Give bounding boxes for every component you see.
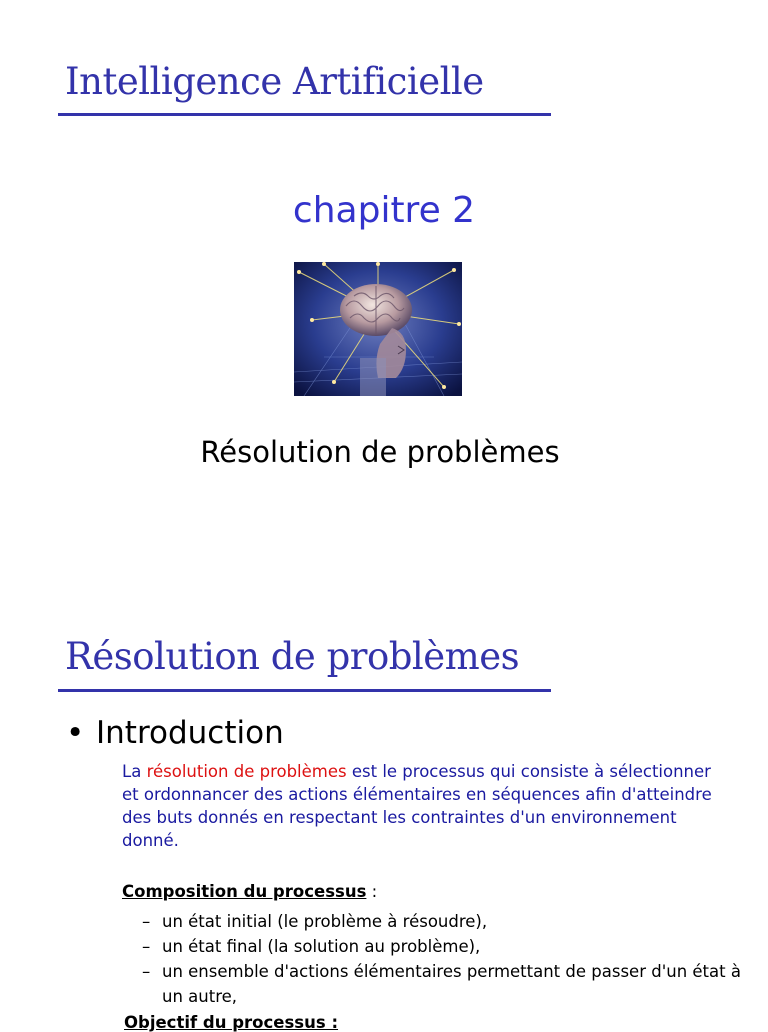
slide-title: Intelligence Artificielle bbox=[65, 60, 484, 103]
slide-subtitle: Résolution de problèmes bbox=[200, 435, 560, 469]
bullet-introduction bbox=[66, 715, 284, 751]
list-item bbox=[142, 909, 752, 934]
intro-rest: est le processus qui consiste à sélectionner et ordonnancer des actions élémentaires en séquences afin d'atteindre des buts donnés en respectant les contraintes d'un environnement donné. bbox=[122, 762, 712, 850]
chapter-label: chapitre 2 bbox=[292, 190, 476, 231]
brain-illustration bbox=[294, 262, 462, 396]
composition-suffix: : bbox=[366, 882, 378, 901]
list-item-text: un ensemble d'actions élémentaires permettant de passer d'un état à un autre, bbox=[162, 962, 741, 1006]
composition-heading bbox=[122, 882, 377, 901]
dash-glyph: – bbox=[142, 962, 151, 981]
dash-glyph: – bbox=[142, 912, 151, 931]
title-underline bbox=[58, 113, 551, 116]
composition-label: Composition du processus bbox=[122, 882, 367, 901]
list-item-text: un état final (la solution au problème), bbox=[162, 937, 481, 956]
objective-heading: Objectif du processus : bbox=[124, 1013, 339, 1032]
list-item bbox=[142, 959, 752, 1009]
intro-highlight: résolution de problèmes bbox=[146, 762, 347, 781]
intro-paragraph bbox=[122, 760, 722, 852]
list-item bbox=[142, 934, 752, 959]
list-item-text: un état initial (le problème à résoudre), bbox=[162, 912, 488, 931]
bullet-glyph: • bbox=[66, 715, 85, 751]
bullet-label: Introduction bbox=[96, 715, 284, 751]
intro-prefix: La bbox=[122, 762, 147, 781]
title-underline bbox=[58, 689, 551, 692]
composition-list bbox=[142, 909, 752, 1009]
slide-title: Résolution de problèmes bbox=[65, 635, 520, 678]
dash-glyph: – bbox=[142, 937, 151, 956]
slide-introduction bbox=[0, 580, 768, 1032]
chapter-heading bbox=[0, 190, 768, 231]
